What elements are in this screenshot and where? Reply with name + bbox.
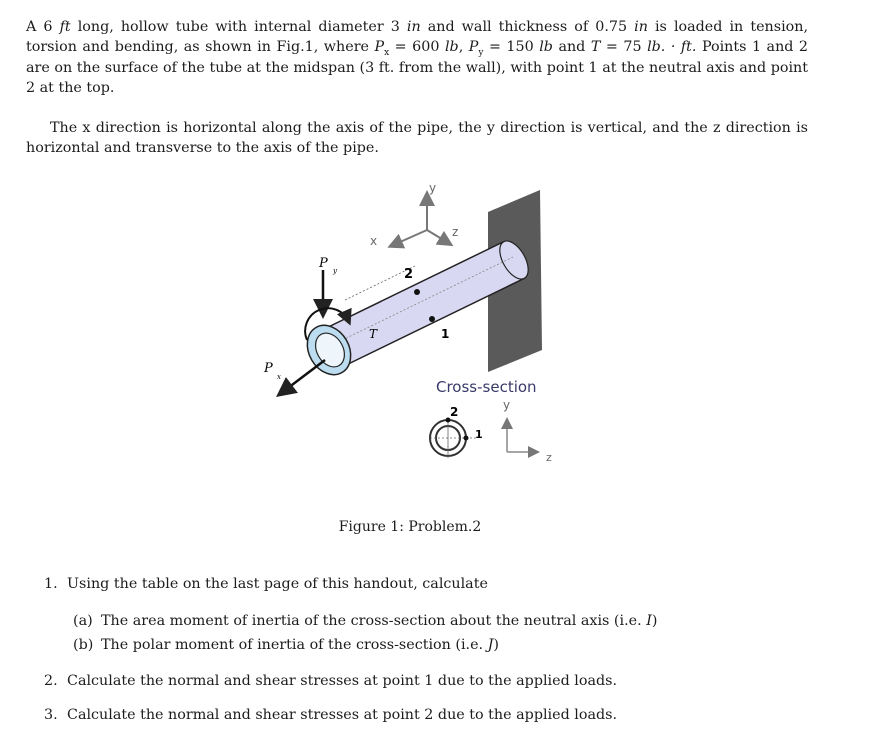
axis-y-label: y: [429, 181, 437, 195]
point-2-label: 2: [404, 267, 414, 282]
point-1-dot: [429, 316, 435, 322]
load-px-symbol: P: [264, 361, 273, 376]
point-1-label: 1: [441, 327, 450, 341]
axis-z-label: z: [452, 225, 459, 239]
problem-statement: A 6 ft long, hollow tube with internal diameter 3 in and wall thickness of 0.75 in is loaded in tension, torsion and bending, as shown in Fig.1, where $P_x = 600$ lb, $P_y = 150$ lb and T = 75 lb. · ft. Points 1 and 2 are on the surface of the tube at the midspan (3 ft. from the wall), with point 1 at the neutral axis and point 2 at the top.: [26, 19, 809, 96]
question-3: 3. Calculate the normal and shear stresses at point 2 due to the applied loads.: [44, 707, 618, 723]
cross-section-inset: [430, 378, 552, 464]
axis-x-label: x: [370, 234, 378, 248]
cs-axis-y-label: y: [503, 398, 511, 412]
load-py-subscript: y: [333, 267, 337, 275]
direction-definition: The x direction is horizontal along the axis of the pipe, the y direction is vertical, and the z direction is horizontal and transverse to the axis of the pipe.: [26, 120, 808, 157]
cropped-heading-strip: [26, 0, 186, 6]
cs-axis-z-label: z: [546, 451, 552, 464]
cs-point-1-label: 1: [475, 428, 483, 441]
question-2: 2. Calculate the normal and shear stresses at point 1 due to the applied loads.: [44, 673, 618, 689]
load-px-subscript: x: [277, 373, 281, 381]
question-1: 1. Using the table on the last page of this handout, calculate: [44, 576, 488, 592]
point-2-dot: [414, 289, 420, 295]
cross-section-title: Cross-section: [436, 378, 537, 396]
cs-point-2-label: 2: [450, 405, 459, 419]
question-1a: (a) The area moment of inertia of the cross-section about the neutral axis (i.e. I): [73, 613, 658, 629]
torque-symbol: T: [369, 327, 378, 341]
coordinate-axes: [370, 181, 458, 248]
tube-loading-figure: [255, 172, 575, 472]
load-py: [318, 256, 338, 314]
question-1b: (b) The polar moment of inertia of the cross-section (i.e. J): [73, 637, 499, 653]
load-py-symbol: P: [319, 256, 328, 271]
figure-caption: Figure 1: Problem.2: [338, 519, 482, 535]
